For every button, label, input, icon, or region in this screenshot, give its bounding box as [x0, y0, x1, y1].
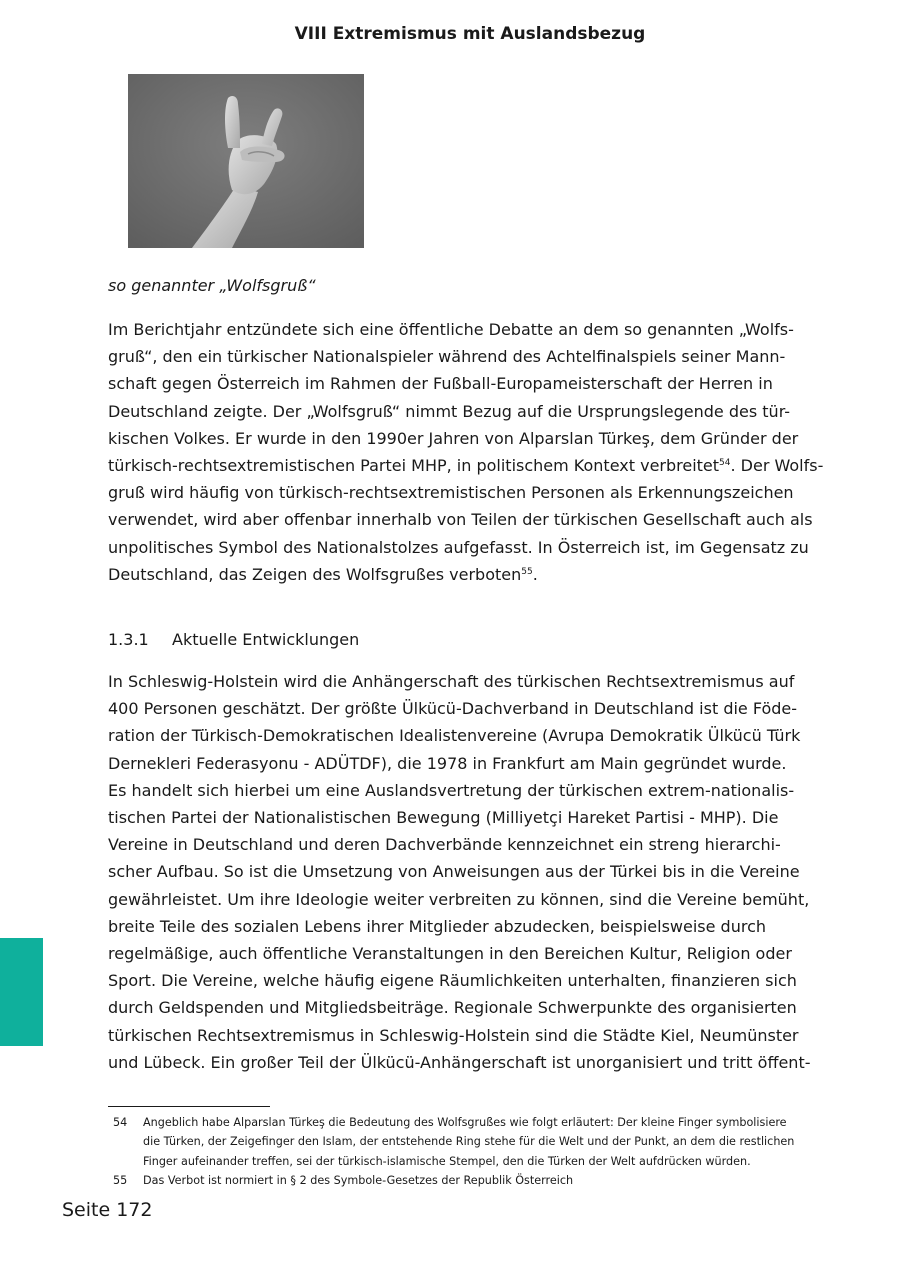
text-line: breite Teile des sozialen Lebens ihrer Mitglieder abzudecken, beispielsweise durch — [108, 916, 766, 936]
footnote-line: die Türken, der Zeigefinger den Islam, der entstehende Ring stehe für die Welt und der Punkt, an dem die restlichen — [143, 1135, 795, 1149]
footnote-ref-54[interactable]: 54 — [719, 458, 731, 469]
footnote-55 — [108, 1171, 843, 1190]
chapter-color-tab — [0, 938, 43, 1046]
text-line: regelmäßige, auch öffentliche Veranstaltungen in den Bereichen Kultur, Religion oder — [108, 944, 792, 964]
text-line: gewährleistet. Um ihre Ideologie weiter verbreiten zu können, sind die Vereine bemüht, — [108, 889, 810, 909]
wolf-salute-photo — [128, 74, 364, 248]
text-fragment: . — [532, 564, 538, 584]
text-line: Im Berichtjahr entzündete sich eine öffentliche Debatte an dem so genannten „Wolfs- — [108, 320, 794, 339]
footnote-number: 55 — [113, 1174, 128, 1187]
text-line: Dernekleri Federasyonu - ADÜTDF), die 1978 in Frankfurt am Main gegründet wurde. — [108, 753, 787, 773]
text-line — [108, 452, 838, 479]
footnote-line: Das Verbot ist normiert in § 2 des Symbole-Gesetzes der Republik Österreich — [143, 1174, 574, 1187]
text-fragment: türkisch-rechtsextremistischen Partei MHP, in politischem Kontext verbreitet — [108, 456, 720, 476]
footnote-54 — [108, 1113, 843, 1171]
text-line: durch Geldspenden und Mitgliedsbeiträge. Regionale Schwerpunkte des organisierten — [108, 998, 797, 1018]
footnote-divider — [108, 1106, 270, 1107]
text-line: Es handelt sich hierbei um eine Auslandsvertretung der türkischen extrem-nationalis- — [108, 780, 795, 800]
text-line: ration der Türkisch-Demokratischen Idealistenvereine (Avrupa Demokratik Ülkücü Türk — [108, 726, 801, 746]
text-line: In Schleswig-Holstein wird die Anhängerschaft des türkischen Rechtsextremismus auf — [108, 672, 795, 691]
text-line: verwendet, wird aber offenbar innerhalb von Teilen der türkischen Gesellschaft auch als — [108, 510, 813, 530]
footnote-line: Finger aufeinander treffen, sei der türkisch-islamische Stempel, den die Türken der Welt aufdrücken würden. — [143, 1154, 751, 1168]
figure-caption: so genannter „Wolfsgruß“ — [108, 276, 316, 295]
text-line: Vereine in Deutschland und deren Dachverbände kennzeichnet ein streng hierarchi- — [108, 835, 781, 855]
text-line: unpolitisches Symbol des Nationalstolzes aufgefasst. In Österreich ist, im Gegensatz zu — [108, 537, 809, 557]
footnote-number: 54 — [113, 1116, 128, 1129]
text-line — [108, 561, 838, 588]
text-line: scher Aufbau. So ist die Umsetzung von Anweisungen aus der Türkei bis in die Vereine — [108, 862, 800, 882]
wolf-salute-hand-icon — [128, 74, 364, 248]
text-line: türkischen Rechtsextremismus in Schleswig-Holstein sind die Städte Kiel, Neumünster — [108, 1025, 799, 1045]
section-heading — [108, 630, 359, 649]
footnote-line: Angeblich habe Alparslan Türkeş die Bedeutung des Wolfsgrußes wie folgt erläutert: Der kleine Finger symbolisiere — [143, 1116, 787, 1129]
text-line: tischen Partei der Nationalistischen Bewegung (Milliyetçi Hareket Partisi - MHP). Die — [108, 808, 779, 828]
text-line: Sport. Die Vereine, welche häufig eigene Räumlichkeiten unterhalten, finanzieren sich — [108, 971, 797, 991]
text-line: gruß wird häufig von türkisch-rechtsextremistischen Personen als Erkennungszeichen — [108, 483, 794, 503]
text-line: 400 Personen geschätzt. Der größte Ülkücü-Dachverband in Deutschland ist die Föde- — [108, 699, 798, 719]
text-line: schaft gegen Österreich im Rahmen der Fußball-Europameisterschaft der Herren in — [108, 374, 773, 394]
body-paragraph-wolfsgruss — [108, 316, 838, 588]
text-line: und Lübeck. Ein großer Teil der Ülkücü-Anhängerschaft ist unorganisiert und tritt öffent- — [108, 1052, 811, 1072]
body-paragraph-entwicklungen — [108, 668, 838, 1076]
text-line: gruß“, den ein türkischer Nationalspieler während des Achtelfinalspiels seiner Mann- — [108, 347, 786, 367]
footnote-ref-55[interactable]: 55 — [521, 566, 533, 577]
text-fragment: . Der Wolfs- — [730, 456, 824, 476]
text-fragment: Deutschland, das Zeigen des Wolfsgrußes verboten — [108, 564, 522, 584]
running-header: VIII Extremismus mit Auslandsbezug — [294, 24, 646, 44]
section-title: Aktuelle Entwicklungen — [172, 630, 360, 649]
text-line: Deutschland zeigte. Der „Wolfsgruß“ nimmt Bezug auf die Ursprungslegende des tür- — [108, 401, 791, 421]
page-number: Seite 172 — [62, 1199, 153, 1221]
text-line: kischen Volkes. Er wurde in den 1990er Jahren von Alparslan Türkeş, dem Gründer der — [108, 428, 799, 448]
section-number: 1.3.1 — [108, 630, 149, 649]
